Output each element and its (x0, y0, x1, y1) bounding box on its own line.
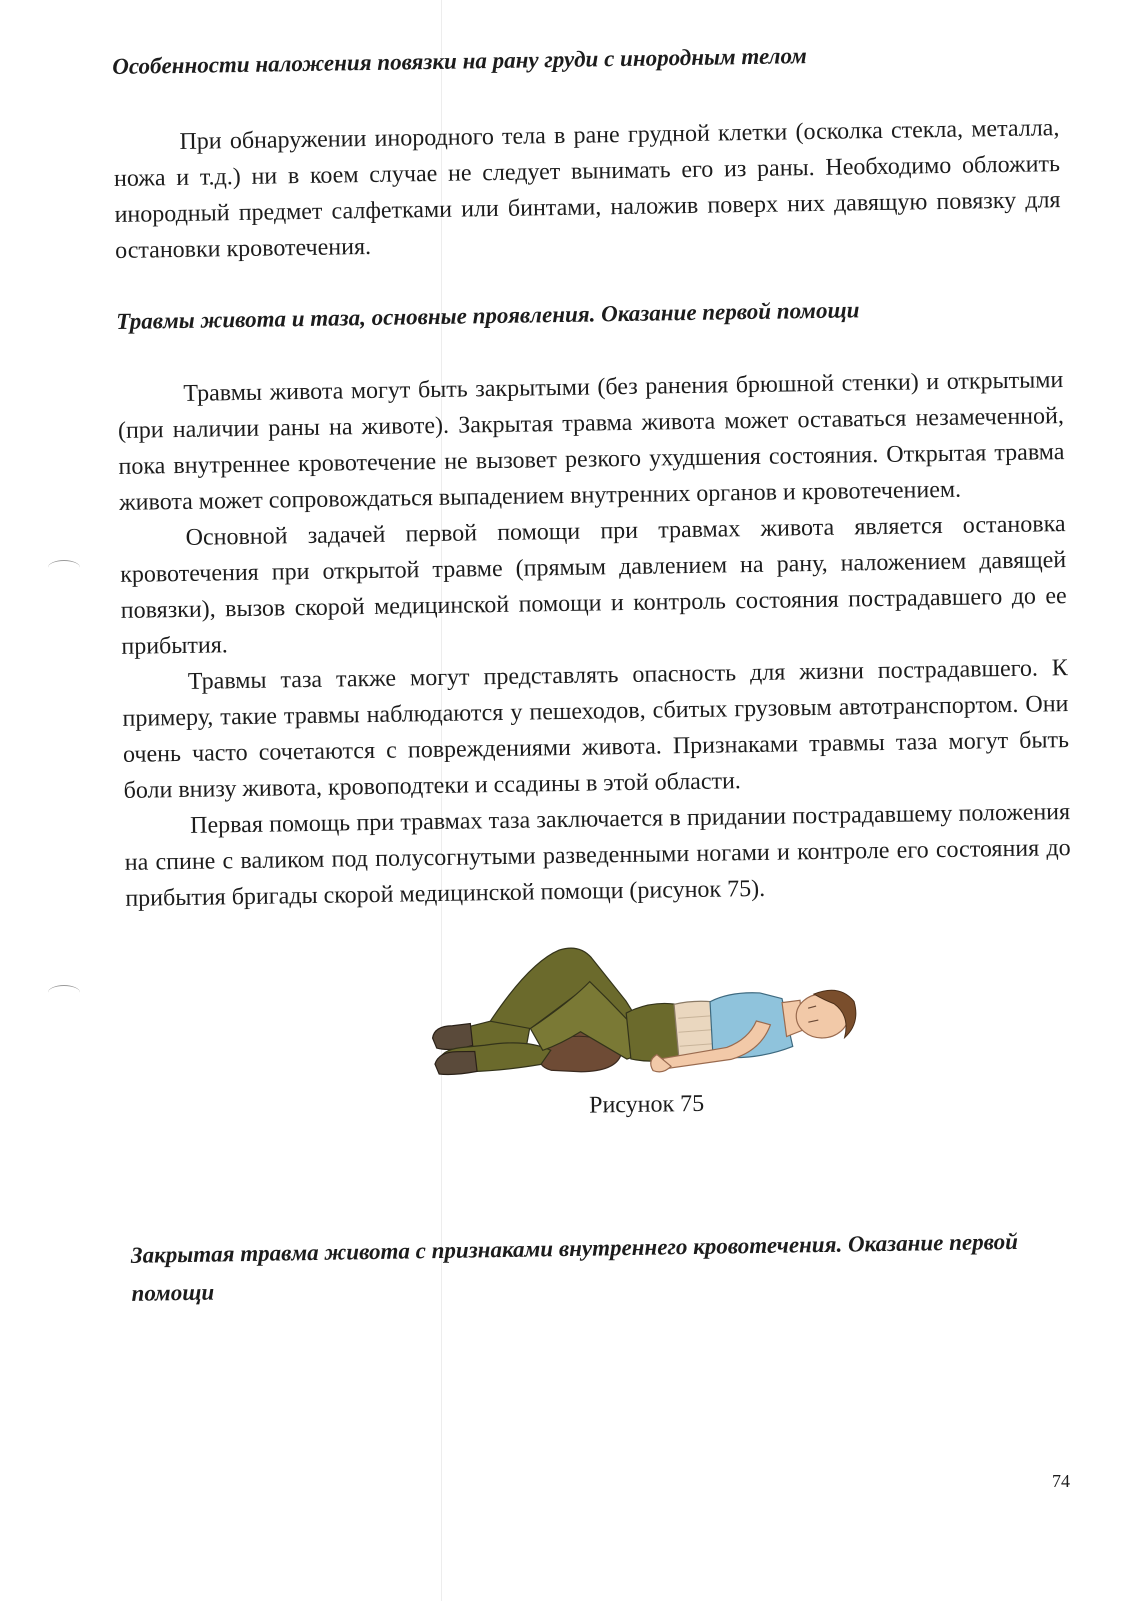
section-heading-abdomen-pelvis: Травмы живота и таза, основные проявления. Оказание первой помощи (116, 296, 860, 334)
paragraph-pelvis-danger: Травмы таза также могут представлять опасность для жизни пострадавшего. К примеру, такие травмы наблюдаются у пешеходов, сбитых грузовым автотранспортом. Они очень часто сочетаются с повреждениями живота. Признаками травмы таза могут быть боли внизу живота, кровоподтеки и ссадины в этой области. (122, 655, 1070, 804)
shoe-front (435, 1051, 477, 1074)
page-number: 74 (1052, 1471, 1070, 1491)
paragraph-first-aid-abdomen: Основной задачей первой помощи при травмах живота является остановка кровотечения при открытой травме (прямым давлением на рану, наложением давящей повязки), вызов скорой медицинской помощи и контроль состояния пострадавшего до ее прибытия. (120, 511, 1067, 660)
shoe-back (432, 1023, 472, 1049)
hips (626, 1003, 681, 1061)
paragraph-abdomen-types: Травмы живота могут быть закрытыми (без ранения брюшной стенки) и открытыми (при наличии раны на животе). Закрытая травма живота может оставаться незамеченной, пока внутреннее кровотечение не вызовет резкого ухудшения состояния. Открытая травма живота может сопровождаться выпадением внутренних органов и кровотечением. (117, 367, 1065, 516)
figure-caption: Рисунок 75 (588, 1090, 705, 1119)
margin-mark (48, 560, 80, 575)
paragraph-chest-wound: При обнаружении инородного тела в ране грудной клетки (осколка стекла, металла, ножа и т.д.) ни в коем случае не следует вынимать его из раны. Необходимо обложить инородный предмет салфетками или бинтами, наложив поверх них давящую повязку для остановки кровотечения. (113, 114, 1061, 264)
section-heading-chest-wound: Особенности наложения повязки на рану груди с инородным телом (112, 43, 808, 79)
paragraph-first-aid-pelvis: Первая помощь при травмах таза заключается в придании пострадавшему положения на спине с валиком под полусогнутыми разведенными ногами и контроле его состояния до прибытия бригады скорой медицинской помощи (рисунок 75). (124, 799, 1071, 912)
margin-mark (48, 985, 80, 1000)
figure-75 (126, 924, 1075, 1127)
recovery-position-illustration (429, 927, 861, 1089)
page-content (112, 35, 1078, 1313)
section-heading-closed-abdominal-trauma: Закрытая травма живота с признаками внутреннего кровотечения. Оказание первой помощи (130, 1228, 1019, 1306)
